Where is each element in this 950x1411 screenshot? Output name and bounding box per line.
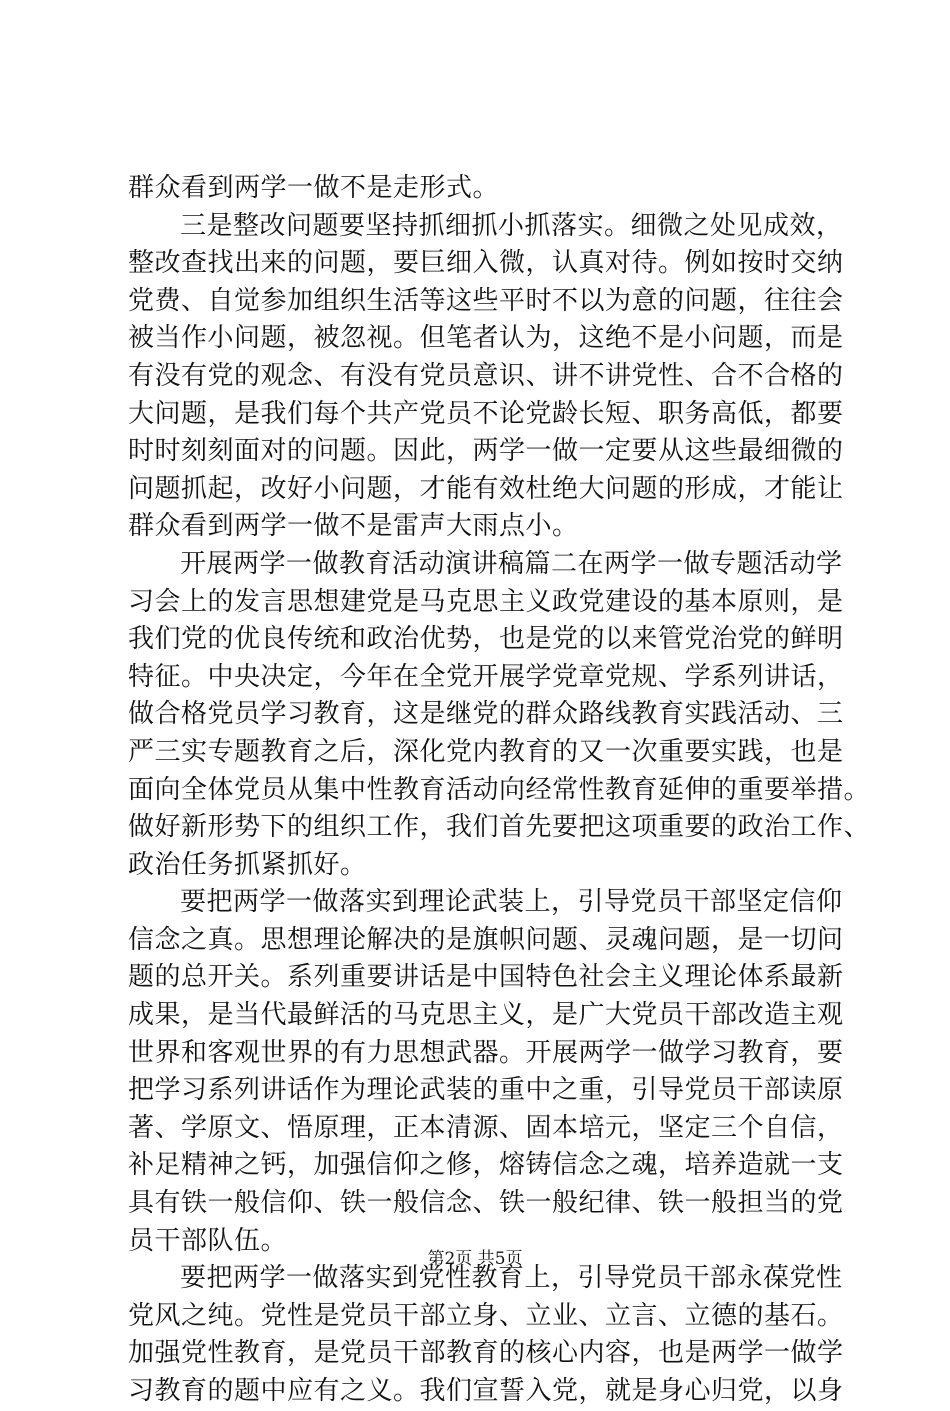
text-line: 整改查找出来的问题，要巨细入微，认真对待。例如按时交纳: [128, 248, 844, 279]
text-line: 群众看到两学一做不是雷声大雨点小。: [128, 511, 579, 542]
text-line: 员干部队伍。: [128, 1225, 288, 1256]
text-line: 被当作小问题，被忽视。但笔者认为，这绝不是小问题，而是: [128, 323, 844, 354]
text-line: 做好新形势下的组织工作，我们首先要把这项重要的政治工作、: [128, 812, 871, 843]
text-line: 党风之纯。党性是党员干部立身、立业、立言、立德的基石。: [128, 1300, 844, 1331]
text-line: 做合格党员学习教育，这是继党的群众路线教育实践活动、三: [128, 699, 844, 730]
text-line: 著、学原文、悟原理，正本清源、固本培元，坚定三个自信，: [128, 1112, 844, 1143]
text-line: 把学习系列讲话作为理论武装的重中之重，引导党员干部读原: [128, 1075, 844, 1106]
text-line: 具有铁一般信仰、铁一般信念、铁一般纪律、铁一般担当的党: [128, 1188, 844, 1219]
text-line: 成果，是当代最鲜活的马克思主义，是广大党员干部改造主观: [128, 1000, 844, 1031]
text-line: 党费、自觉参加组织生活等这些平时不以为意的问题，往往会: [128, 285, 844, 316]
text-line: 题的总开关。系列重要讲话是中国特色社会主义理论体系最新: [128, 962, 844, 993]
text-line: 我们党的优良传统和政治优势，也是党的以来管党治党的鲜明: [128, 624, 844, 655]
text-line: 问题抓起，改好小问题，才能有效杜绝大问题的形成，才能让: [128, 473, 844, 504]
text-line: 特征。中央决定，今年在全党开展学党章党规、学系列讲话，: [128, 661, 844, 692]
text-line: 补足精神之钙，加强信仰之修，熔铸信念之魂，培养造就一支: [128, 1150, 844, 1181]
paragraph-start-line: 要把两学一做落实到党性教育上，引导党员干部永葆党性: [180, 1263, 843, 1294]
text-line: 有没有党的观念、有没有党员意识、讲不讲党性、合不合格的: [128, 360, 844, 391]
text-line: 习教育的题中应有之义。我们宣誓入党，就是身心归党，以身: [128, 1376, 844, 1406]
page-footer: [0, 1248, 950, 1270]
text-line: 加强党性教育，是党员干部教育的核心内容，也是两学一做学: [128, 1338, 844, 1369]
page-number-label: 第2页 共5页: [427, 1249, 523, 1269]
text-line: 世界和客观世界的有力思想武器。开展两学一做学习教育，要: [128, 1037, 844, 1068]
text-line: 时时刻刻面对的问题。因此，两学一做一定要从这些最细微的: [128, 436, 844, 467]
text-line: 严三实专题教育之后，深化党内教育的又一次重要实践，也是: [128, 736, 844, 767]
text-line: 大问题，是我们每个共产党员不论党龄长短、职务高低，都要: [128, 398, 844, 429]
text-line: 信念之真。思想理论解决的是旗帜问题、灵魂问题，是一切问: [128, 924, 844, 955]
paragraph-start-line: 开展两学一做教育活动演讲稿篇二在两学一做专题活动学: [180, 548, 843, 579]
text-line: 政治任务抓紧抓好。: [128, 849, 367, 880]
paragraph-start-line: 三是整改问题要坚持抓细抓小抓落实。细微之处见成效，: [180, 210, 843, 241]
text-line: 群众看到两学一做不是走形式。: [128, 173, 500, 203]
document-body: [128, 170, 871, 1411]
paragraph-start-line: 要把两学一做落实到理论武装上，引导党员干部坚定信仰: [180, 887, 843, 918]
text-line: 面向全体党员从集中性教育活动向经常性教育延伸的重要举措。: [128, 774, 871, 805]
text-line: 习会上的发言思想建党是马克思主义政党建设的基本原则，是: [128, 586, 844, 617]
